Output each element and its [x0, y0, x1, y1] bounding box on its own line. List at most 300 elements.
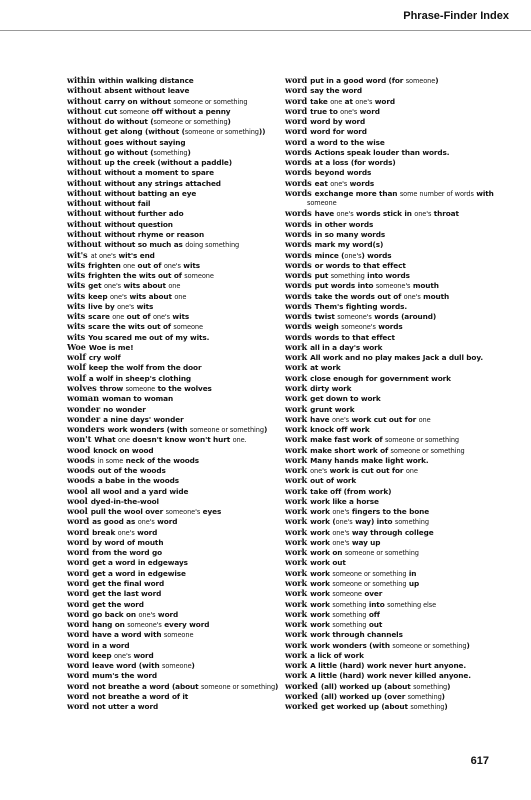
phrase-text: throw: [99, 383, 126, 393]
phrase: [310, 569, 416, 578]
headword: words: [285, 239, 312, 250]
index-entry: [285, 219, 490, 229]
placeholder-term: someone or something: [184, 128, 259, 137]
phrase: [310, 107, 380, 116]
headword: word: [285, 136, 308, 147]
headword: wits: [67, 259, 86, 270]
headword: word: [67, 608, 90, 619]
phrase: [89, 353, 121, 362]
phrase-text: word: [155, 609, 179, 619]
phrase-text: ): [447, 681, 451, 691]
phrase: [91, 507, 222, 516]
headword: word: [67, 567, 90, 578]
headword: word: [285, 105, 308, 116]
phrase-text: out of: [135, 260, 164, 270]
placeholder-term: one's: [336, 210, 354, 219]
index-entry: [285, 568, 490, 578]
headword: wood: [67, 444, 91, 455]
phrase-text: eyes: [200, 507, 222, 517]
phrase: [310, 671, 471, 680]
phrase: [310, 86, 362, 95]
phrase-text: without rhyme or reason: [104, 229, 205, 239]
phrase: [104, 199, 150, 208]
phrase-text: work: [310, 527, 333, 537]
index-entry: [285, 187, 494, 198]
index-entry: [67, 660, 277, 670]
index-entry: [285, 75, 490, 85]
placeholder-term: something: [332, 621, 367, 630]
phrase: [104, 240, 239, 249]
headword: words: [285, 208, 312, 219]
phrase-text: in so many words: [314, 229, 386, 239]
phrase-text: from the word go: [92, 548, 163, 558]
phrase-text: neck of the woods: [123, 455, 200, 465]
index-entry: [67, 373, 277, 383]
phrase-text: fingers to the bone: [349, 507, 430, 517]
index-entry: [285, 260, 490, 270]
index-entry: [285, 434, 490, 444]
phrase: [310, 394, 381, 403]
headword: work: [285, 598, 308, 609]
phrase: [91, 487, 189, 496]
headword: woods: [67, 475, 95, 486]
headword: work: [285, 619, 308, 630]
phrase-text: work: [310, 537, 333, 547]
phrase: [104, 86, 189, 95]
phrase-text: work is cut out for: [327, 466, 406, 476]
headword: word: [67, 629, 90, 640]
phrase-text: work: [310, 589, 333, 599]
index-entry: [285, 588, 490, 598]
phrase-text: to the wolves: [155, 383, 212, 393]
phrase-text: throat: [431, 209, 459, 219]
phrase-text: live by: [88, 301, 118, 311]
phrase-text: a lick of work: [310, 650, 364, 660]
headword: word: [67, 578, 90, 589]
phrase-text: go back on: [92, 609, 139, 619]
phrase-text: work like a horse: [310, 496, 379, 506]
placeholder-term: someone's: [337, 313, 372, 322]
index-entry: [285, 157, 490, 167]
headword: word: [67, 588, 90, 599]
phrase: [104, 97, 247, 106]
phrase-text: no wonder: [103, 404, 146, 414]
index-entry: [285, 383, 490, 393]
index-entry: [285, 321, 490, 331]
placeholder-term: one: [405, 467, 418, 476]
headword: woods: [67, 465, 95, 476]
index-entry: [67, 239, 277, 249]
phrase-text: as good as: [92, 517, 138, 527]
index-entry: [67, 691, 277, 701]
phrase-text: word: [372, 96, 395, 106]
placeholder-term: one's: [103, 282, 121, 291]
headword: word: [67, 690, 90, 701]
index-entry: [67, 352, 277, 362]
index-entry: [67, 383, 277, 393]
headword: work: [285, 352, 308, 363]
phrase-text: wits: [180, 260, 200, 270]
phrase: [310, 641, 470, 650]
placeholder-term: one: [174, 292, 187, 301]
phrase-text: break: [92, 527, 118, 537]
placeholder-term: someone's: [165, 508, 201, 517]
phrase: [315, 189, 494, 198]
phrase-text: ): [444, 702, 448, 712]
phrase-text: or words to that effect: [314, 260, 406, 270]
phrase: [310, 661, 466, 670]
index-entry: [285, 342, 490, 352]
index-entry: [285, 167, 490, 177]
headword: work: [285, 608, 308, 619]
index-entry: [285, 496, 490, 506]
phrase-text: work (: [310, 517, 336, 527]
phrase-text: take the words out of: [314, 291, 404, 301]
phrase-text: not breathe a word (about: [92, 681, 201, 691]
phrase: [310, 620, 382, 629]
headword: word: [285, 116, 308, 127]
phrase-text: at work: [310, 363, 341, 373]
index-entry: [67, 342, 277, 352]
placeholder-term: someone's: [127, 621, 162, 630]
headword: words: [285, 218, 312, 229]
phrase-text: frighten: [88, 260, 124, 270]
phrase-text: into: [366, 599, 388, 609]
index-entry: [67, 475, 277, 485]
placeholder-term: someone or something: [392, 641, 467, 650]
phrase: [88, 302, 153, 311]
phrase: [108, 425, 268, 434]
headword: wool: [67, 495, 88, 506]
headword: wolf: [67, 372, 86, 383]
phrase-text: get the word: [92, 599, 144, 609]
phrase-text: a word to the wise: [310, 137, 385, 147]
phrase: [310, 384, 351, 393]
headword: words: [285, 157, 312, 168]
phrase-text: work cut out for: [349, 414, 419, 424]
index-entry: [67, 527, 277, 537]
phrase: [315, 292, 449, 301]
phrase-text: woman to woman: [101, 394, 174, 404]
phrase-text: have: [310, 414, 332, 424]
headword: without: [67, 187, 102, 198]
phrase: [321, 692, 445, 701]
headword: without: [67, 95, 102, 106]
headword: work: [285, 485, 308, 496]
placeholder-term: someone or something: [332, 569, 407, 578]
headword: wits: [67, 331, 86, 342]
headword: work: [285, 454, 308, 465]
phrase: [315, 312, 436, 321]
index-entry: [67, 157, 277, 167]
phrase-text: without further ado: [104, 209, 184, 219]
phrase-text: every word: [161, 620, 210, 630]
index-entry: [285, 701, 490, 711]
phrase-text: not breathe a word of it: [92, 691, 189, 701]
placeholder-term: something: [332, 600, 367, 609]
index-entry: [67, 609, 277, 619]
phrase-text: without question: [104, 219, 173, 229]
phrase: [104, 220, 172, 229]
phrase-text: get along (without (: [104, 127, 185, 137]
phrase-text: without so much as: [104, 240, 186, 250]
placeholder-term: one's: [117, 528, 135, 537]
index-entry: [285, 96, 490, 106]
phrase-text: up: [406, 579, 420, 589]
headword: without: [67, 126, 102, 137]
index-entry: [285, 537, 490, 547]
phrase: [315, 271, 410, 280]
phrase-text: way up: [349, 537, 381, 547]
phrase: [310, 353, 483, 362]
index-entry: [67, 250, 277, 260]
phrase: [92, 610, 178, 619]
headword: without: [67, 157, 102, 168]
index-entry: [285, 208, 490, 218]
headword: without: [67, 208, 102, 219]
index-entry: [67, 588, 277, 598]
phrase-text: ) words: [361, 250, 392, 260]
index-entry: [285, 660, 490, 670]
index-entry: [285, 527, 490, 537]
index-entry: [67, 167, 277, 177]
headword: word: [67, 680, 90, 691]
index-entry: [67, 619, 277, 629]
placeholder-term: at: [90, 251, 99, 260]
phrase: [104, 148, 190, 157]
placeholder-term: someone: [162, 662, 192, 671]
index-entry: [67, 701, 277, 711]
index-entry: [67, 404, 277, 414]
phrase: [92, 702, 158, 711]
phrase-text: Many hands make light work.: [310, 455, 429, 465]
phrase-text: get the last word: [92, 589, 162, 599]
headword: word: [67, 516, 90, 527]
phrase-text: have a word with: [92, 630, 164, 640]
phrase: [315, 209, 459, 218]
headword: work: [285, 526, 308, 537]
phrase-text: a babe in the woods: [97, 476, 179, 486]
phrase: [92, 641, 129, 650]
headword: without: [67, 146, 102, 157]
phrase: [321, 682, 451, 691]
phrase: [92, 651, 153, 660]
phrase: [310, 405, 354, 414]
headword: worked: [285, 680, 318, 691]
phrase-text: go without (: [104, 147, 154, 157]
phrase: [104, 230, 204, 239]
phrase-text: hang on: [92, 620, 128, 630]
headword: without: [67, 116, 102, 127]
phrase: [307, 198, 337, 207]
placeholder-term: one's: [332, 508, 350, 517]
phrase-text: beyond words: [314, 168, 372, 178]
index-entry: [67, 75, 277, 85]
phrase: [92, 538, 163, 547]
phrase-text: leave word (with: [92, 661, 162, 671]
placeholder-term: one's: [152, 313, 170, 322]
headword: work: [285, 444, 308, 455]
phrase-text: get a word in edgeways: [92, 558, 188, 568]
index-entry: [285, 270, 490, 280]
placeholder-term: one's: [330, 179, 348, 188]
headword: words: [285, 270, 312, 281]
index-entry: [285, 311, 490, 321]
phrase-text: All work and no play makes Jack a dull boy.: [310, 353, 483, 363]
placeholder-term: one's: [403, 292, 421, 301]
phrase-text: word: [134, 527, 158, 537]
headword: words: [285, 280, 312, 291]
index-entry: [285, 106, 490, 116]
phrase-text: doesn't know won't hurt: [129, 435, 233, 445]
phrase: [98, 476, 179, 485]
phrase: [310, 517, 429, 526]
phrase-text: within walking distance: [98, 76, 194, 85]
phrase-text: carry on without: [104, 96, 174, 106]
phrase-text: ): [263, 425, 268, 435]
phrase: [92, 600, 144, 609]
phrase-text: at a loss (for words): [314, 158, 396, 168]
index-entry: [67, 106, 277, 116]
placeholder-term: someone: [163, 631, 194, 640]
index-entry: [285, 681, 490, 691]
index-entry: [67, 650, 277, 660]
phrase-text: word for word: [310, 127, 367, 137]
phrase-text: mouth: [410, 281, 439, 291]
phrase-text: off without a penny: [149, 106, 231, 116]
headword: wits: [67, 290, 86, 301]
index-entry: [67, 578, 277, 588]
headword: work: [285, 341, 308, 352]
phrase: [310, 97, 395, 106]
headword: wits: [67, 300, 86, 311]
placeholder-term: someone or something: [384, 436, 460, 445]
headword: words: [285, 290, 312, 301]
phrase: [104, 168, 214, 177]
phrase-text: out: [366, 620, 383, 630]
index-entry: [67, 640, 277, 650]
headword: words: [285, 311, 312, 322]
headword: word: [67, 701, 90, 712]
headword: wits: [67, 270, 86, 281]
phrase-text: wit's end: [116, 250, 155, 260]
headword: word: [67, 547, 90, 558]
phrase-text: word: [131, 650, 154, 660]
phrase: [310, 600, 436, 609]
placeholder-term: one's: [109, 292, 128, 301]
phrase-text: a wolf in sheep's clothing: [88, 373, 192, 383]
index-entry: [67, 332, 277, 342]
headword: word: [67, 598, 90, 609]
placeholder-term: something: [394, 518, 429, 527]
phrase: [310, 579, 419, 588]
phrase-text: a nine days' wonder: [103, 414, 184, 424]
placeholder-term: something: [413, 682, 448, 691]
phrase-text: all wool and a yard wide: [90, 486, 189, 496]
index-entry: [67, 424, 277, 434]
headword: work: [285, 578, 308, 589]
index-entry: [285, 506, 490, 516]
index-entry: [67, 219, 277, 229]
placeholder-term: in: [97, 456, 106, 465]
index-entry: [285, 609, 490, 619]
phrase: [92, 630, 193, 639]
phrase: [315, 230, 385, 239]
index-entry: [67, 547, 277, 557]
headword: words: [285, 228, 312, 239]
index-entry: [67, 126, 277, 136]
phrase-text: get down to work: [310, 394, 381, 404]
phrase: [92, 589, 161, 598]
placeholder-term: someone or something: [332, 580, 407, 589]
phrase-text: knock on wood: [93, 445, 154, 455]
index-entry: [67, 455, 277, 465]
headword: words: [285, 249, 312, 260]
phrase: [94, 435, 246, 444]
index-entry: [285, 198, 490, 208]
index-entry: [285, 126, 490, 136]
phrase: [88, 271, 214, 280]
phrase: [315, 148, 450, 157]
headword: words: [285, 259, 312, 270]
headword: work: [285, 424, 308, 435]
phrase-text: words (around): [371, 312, 437, 322]
phrase-text: grunt work: [310, 404, 355, 414]
phrase: [315, 333, 395, 342]
phrase-text: get a word in edgewise: [92, 568, 186, 578]
index-entry: [67, 537, 277, 547]
phrase-text: ): [275, 681, 279, 691]
phrase-text: way through college: [349, 527, 434, 537]
index-entry: [285, 393, 490, 403]
phrase-text: scare the wits out of: [88, 322, 174, 332]
placeholder-term: one's: [117, 302, 135, 311]
placeholder-term: one's: [331, 415, 350, 424]
phrase-text: work wonders (with: [107, 425, 190, 435]
phrase-text: get: [88, 281, 104, 291]
phrase-text: cry wolf: [88, 353, 121, 363]
headword: word: [67, 670, 90, 681]
index-column-left: [67, 75, 277, 711]
index-column-right: [285, 75, 494, 712]
headword: without: [67, 198, 102, 209]
phrase-text: close enough for government work: [310, 373, 451, 383]
headword: without: [67, 136, 102, 147]
headword: word: [67, 526, 90, 537]
index-entry: [67, 301, 277, 311]
phrase: [92, 528, 157, 537]
index-entry: [285, 691, 490, 701]
running-head: Phrase-Finder Index: [403, 10, 509, 22]
placeholder-term: one: [117, 436, 130, 445]
placeholder-term: something else: [387, 600, 437, 609]
headword: wool: [67, 506, 88, 517]
phrase: [315, 281, 439, 290]
index-entry: [67, 557, 277, 567]
phrase-text: words: [347, 178, 375, 188]
phrase: [310, 497, 379, 506]
headword: work: [285, 465, 308, 476]
index-entry: [285, 291, 490, 301]
phrase-text: (all) worked up (over: [320, 691, 408, 701]
headword: word: [285, 85, 308, 96]
phrase: [98, 76, 193, 85]
phrase-text: cut: [104, 106, 120, 116]
placeholder-term: something: [332, 610, 367, 619]
headword: work: [285, 660, 308, 671]
placeholder-term: someone or something: [189, 426, 264, 435]
headword: without: [67, 228, 102, 239]
